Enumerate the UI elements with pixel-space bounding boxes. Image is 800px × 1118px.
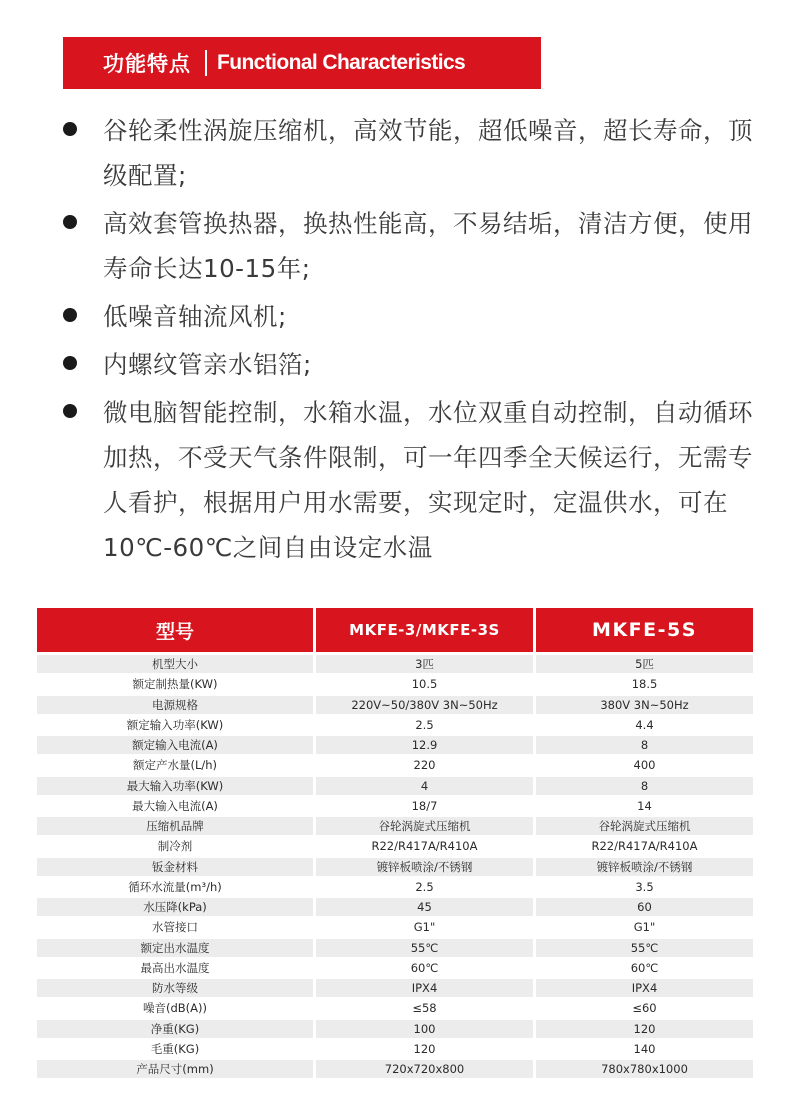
table-row	[37, 696, 753, 714]
feature-text: 谷轮柔性涡旋压缩机，高效节能，超低噪音，超长寿命，顶级配置;	[103, 116, 753, 190]
feature-text: 低噪音轴流风机;	[103, 302, 287, 331]
model-b-value-cell: IPX4	[536, 979, 753, 997]
model-b-value-cell: 8	[536, 777, 753, 795]
spec-table	[37, 608, 753, 1080]
model-a-value-cell: 220	[413, 758, 436, 773]
bullet-icon	[63, 308, 77, 322]
param-name-cell: 产品尺寸(mm)	[37, 1060, 313, 1078]
param-name-cell: 毛重(KG)	[150, 1041, 200, 1056]
model-a-value-cell: G1"	[413, 920, 436, 935]
header-model: 型号	[37, 608, 313, 652]
param-name-cell: 钣金材料	[37, 858, 313, 876]
param-name-cell: 最高出水温度	[140, 960, 210, 975]
feature-item	[0, 342, 800, 387]
model-a-value-cell: 谷轮涡旋式压缩机	[316, 817, 533, 835]
table-row	[37, 655, 753, 673]
param-name-cell: 水压降(kPa)	[37, 898, 313, 916]
table-row	[37, 858, 753, 876]
model-b-value-cell: 55℃	[536, 939, 753, 957]
header-model-b: MKFE-5S	[536, 608, 753, 652]
feature-item	[0, 201, 800, 291]
feature-item	[0, 390, 800, 570]
feature-list	[0, 108, 800, 573]
param-name-cell: 额定产水量(L/h)	[132, 758, 218, 773]
table-row	[37, 736, 753, 754]
section-title-en: Functional Characteristics	[217, 51, 466, 74]
param-name-cell: 压缩机品牌	[37, 817, 313, 835]
model-a-value-cell: 220V~50/380V 3N~50Hz	[316, 696, 533, 714]
param-name-cell: 额定输入电流(A)	[37, 736, 313, 754]
model-a-value-cell: 4	[316, 777, 533, 795]
model-b-value-cell: 18.5	[631, 677, 658, 692]
model-b-value-cell: 380V 3N~50Hz	[536, 696, 753, 714]
feature-item	[0, 108, 800, 198]
model-b-value-cell: G1"	[633, 920, 656, 935]
model-a-value-cell: 镀锌板喷涂/不锈钢	[316, 858, 533, 876]
model-a-value-cell: 45	[316, 898, 533, 916]
param-name-cell: 额定输入功率(KW)	[126, 717, 224, 732]
model-a-value-cell: 18/7	[411, 798, 438, 813]
model-b-value-cell: R22/R417A/R410A	[591, 839, 698, 854]
param-name-cell: 额定制热量(KW)	[132, 677, 218, 692]
table-row	[37, 1060, 753, 1078]
model-b-value-cell: 5匹	[536, 655, 753, 673]
section-title-cn: 功能特点	[103, 52, 191, 76]
feature-text: 微电脑智能控制，水箱水温，水位双重自动控制，自动循环加热，不受天气条件限制，可一年四季全天候运行，无需专人看护，根据用户用水需要，实现定时，定温供水，可在10℃-60℃之间自由设定水温	[103, 398, 753, 562]
model-b-value-cell: 60℃	[630, 960, 659, 975]
model-a-value-cell: 3匹	[316, 655, 533, 673]
model-a-value-cell: 55℃	[316, 939, 533, 957]
model-a-value-cell: 100	[316, 1020, 533, 1038]
table-row	[37, 777, 753, 795]
model-a-value-cell: 12.9	[316, 736, 533, 754]
model-a-value-cell: R22/R417A/R410A	[371, 839, 478, 854]
bullet-icon	[63, 404, 77, 418]
table-row	[37, 1020, 753, 1038]
section-banner	[63, 37, 541, 89]
model-b-value-cell: 400	[633, 758, 656, 773]
table-row	[37, 878, 753, 896]
table-row	[37, 797, 753, 815]
model-a-value-cell: IPX4	[316, 979, 533, 997]
table-row	[37, 918, 753, 936]
model-b-value-cell: 3.5	[635, 879, 654, 894]
model-a-value-cell: 120	[413, 1041, 436, 1056]
param-name-cell: 最大输入电流(A)	[132, 798, 218, 813]
model-b-value-cell: 780x780x1000	[536, 1060, 753, 1078]
model-b-value-cell: 8	[536, 736, 753, 754]
table-row	[37, 898, 753, 916]
model-b-value-cell: ≤60	[632, 1001, 657, 1016]
model-b-value-cell: 60	[536, 898, 753, 916]
model-b-value-cell: 120	[536, 1020, 753, 1038]
model-b-value-cell: 140	[633, 1041, 656, 1056]
param-name-cell: 额定出水温度	[37, 939, 313, 957]
param-name-cell: 水管接口	[152, 920, 198, 935]
header-model-a: MKFE-3/MKFE-3S	[316, 608, 533, 652]
param-name-cell: 机型大小	[37, 655, 313, 673]
table-row	[37, 979, 753, 997]
model-a-value-cell: 720x720x800	[316, 1060, 533, 1078]
model-b-value-cell: 谷轮涡旋式压缩机	[536, 817, 753, 835]
spec-table-body	[37, 655, 753, 1078]
table-row	[37, 716, 753, 734]
param-name-cell: 最大输入功率(KW)	[37, 777, 313, 795]
model-a-value-cell: ≤58	[412, 1001, 437, 1016]
model-b-value-cell: 14	[637, 798, 652, 813]
feature-text: 内螺纹管亲水铝箔;	[103, 350, 312, 379]
model-b-value-cell: 镀锌板喷涂/不锈钢	[536, 858, 753, 876]
table-row	[37, 959, 753, 977]
model-b-value-cell: 4.4	[635, 717, 654, 732]
param-name-cell: 防水等级	[37, 979, 313, 997]
table-row	[37, 837, 753, 855]
feature-item	[0, 294, 800, 339]
param-name-cell: 噪音(dB(A))	[142, 1001, 207, 1016]
table-row	[37, 675, 753, 693]
model-a-value-cell: 60℃	[410, 960, 439, 975]
model-a-value-cell: 2.5	[415, 879, 434, 894]
bullet-icon	[63, 356, 77, 370]
table-row	[37, 817, 753, 835]
param-name-cell: 电源规格	[37, 696, 313, 714]
table-row	[37, 1040, 753, 1058]
table-row	[37, 939, 753, 957]
bullet-icon	[63, 215, 77, 229]
title-divider	[205, 50, 207, 76]
param-name-cell: 循环水流量(m³/h)	[128, 879, 222, 894]
model-a-value-cell: 2.5	[415, 717, 434, 732]
feature-text: 高效套管换热器，换热性能高，不易结垢，清洁方便，使用寿命长达10-15年;	[103, 209, 753, 283]
bullet-icon	[63, 122, 77, 136]
param-name-cell: 制冷剂	[157, 839, 193, 854]
spec-table-header	[37, 608, 753, 652]
param-name-cell: 净重(KG)	[37, 1020, 313, 1038]
model-a-value-cell: 10.5	[411, 677, 438, 692]
table-row	[37, 999, 753, 1017]
table-row	[37, 756, 753, 774]
